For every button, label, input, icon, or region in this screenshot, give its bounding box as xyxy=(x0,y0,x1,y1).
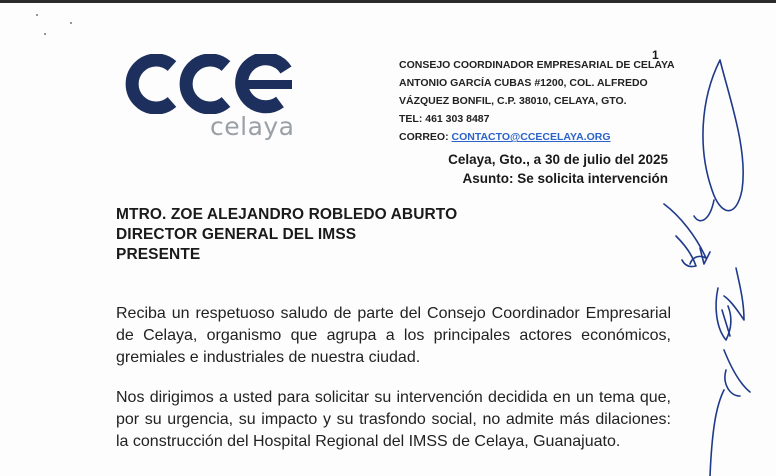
email-label: CORREO: xyxy=(399,131,452,143)
body-paragraph-1: Reciba un respetuoso saludo de parte del Consejo Coordinador Empresarial de Celaya, organismo que agrupa a los principales actores económicos, gremiales e industriales de nuestra ciudad. xyxy=(116,305,671,366)
logo-mark-text: CCE xyxy=(120,54,123,55)
org-address-line-1: ANTONIO GARCÍA CUBAS #1200, COL. ALFREDO xyxy=(399,77,648,89)
email-link[interactable]: CONTACTO@CCECELAYA.ORG xyxy=(451,131,611,143)
addressee-block xyxy=(116,205,457,265)
org-name: CONSEJO COORDINADOR EMPRESARIAL DE CELAYA xyxy=(399,59,675,71)
date-subject-block xyxy=(448,150,668,188)
org-address-line-2: VÁZQUEZ BONFIL, C.P. 38010, CELAYA, GTO. xyxy=(399,95,627,107)
page-top-edge xyxy=(0,0,776,3)
letterhead-contact xyxy=(399,56,675,146)
scan-speck xyxy=(70,22,72,24)
page-number: 1 xyxy=(652,48,659,62)
scan-speck xyxy=(44,33,46,35)
cce-logo-mark xyxy=(120,54,300,114)
org-email-row xyxy=(399,128,675,146)
scan-speck xyxy=(36,14,38,16)
date-line: Celaya, Gto., a 30 de julio del 2025 xyxy=(448,152,668,167)
body-paragraph-2: Nos dirigimos a usted para solicitar su intervención decidida en un tema que, por su urgencia, su impacto y su trasfondo social, no admite más dilaciones: la construcción del Hospital Regional del IMSS de Celaya, Guanajuato. xyxy=(116,389,671,450)
org-phone: TEL: 461 303 8487 xyxy=(399,113,490,125)
cce-celaya-logo xyxy=(120,54,300,150)
addressee-presente: PRESENTE xyxy=(116,246,201,263)
logo-subtitle: celaya xyxy=(210,112,295,141)
addressee-title: DIRECTOR GENERAL DEL IMSS xyxy=(116,226,357,243)
handwritten-signature xyxy=(640,40,776,476)
subject-line: Asunto: Se solicita intervención xyxy=(462,171,668,186)
addressee-name: MTRO. ZOE ALEJANDRO ROBLEDO ABURTO xyxy=(116,206,458,223)
